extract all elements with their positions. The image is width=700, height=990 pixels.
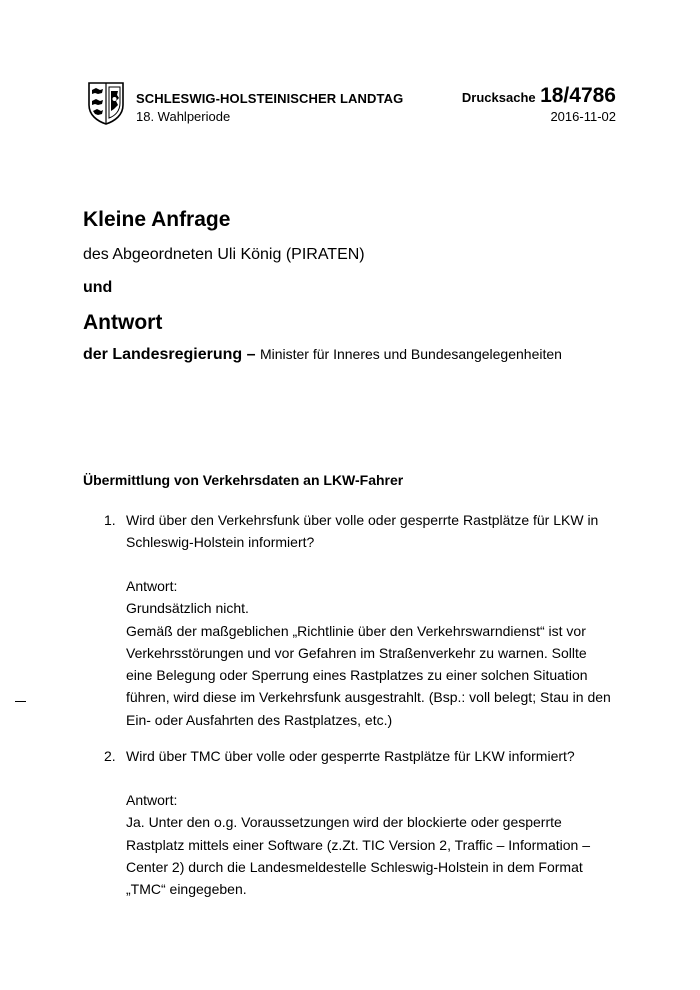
answer-label: Antwort: bbox=[126, 578, 178, 594]
answer-line: Rastplatz mittels einer Software (z.Zt. TIC Version 2, Traffic – Information – bbox=[126, 836, 590, 853]
answer-line: eine Belegung oder Sperrung eines Rastplatzes zu einer solchen Situation bbox=[126, 667, 588, 684]
answer-line: Verkehrsstörungen und vor Gefahren im Straßenverkehr zu warnen. Sollte bbox=[126, 644, 587, 661]
answer-label: Antwort: bbox=[126, 792, 178, 808]
ministry-name: Minister für Inneres und Bundesangelegenheiten bbox=[259, 346, 562, 362]
answer-line: Grundsätzlich nicht. bbox=[126, 600, 249, 617]
answer-line: Ja. Unter den o.g. Voraussetzungen wird der blockierte oder gesperrte bbox=[126, 814, 562, 831]
answer-line: „TMC“ eingegeben. bbox=[126, 881, 247, 898]
question-line: Wird über TMC über volle oder gesperrte Rastplätze für LKW informiert? bbox=[126, 748, 575, 764]
title-und: und bbox=[83, 279, 113, 296]
coat-of-arms-icon bbox=[86, 81, 126, 125]
margin-mark bbox=[15, 701, 26, 702]
answer-line: führen, wird diese im Verkehrsfunk ausgestrahlt. (Bsp.: voll belegt; Stau in den bbox=[126, 689, 611, 706]
parliament-name: SCHLESWIG-HOLSTEINISCHER LANDTAG bbox=[136, 91, 404, 106]
question-line: Wird über den Verkehrsfunk über volle oder gesperrte Rastplätze für LKW in bbox=[126, 512, 599, 528]
question-number: 1. bbox=[104, 512, 116, 528]
answer-2 bbox=[126, 789, 626, 900]
author-line: des Abgeordneten Uli König (PIRATEN) bbox=[83, 246, 365, 263]
answer-line: Gemäß der maßgeblichen „Richtlinie über den Verkehrswarndienst“ ist vor bbox=[126, 622, 586, 639]
question-1 bbox=[104, 509, 624, 553]
landesregierung-label: der Landesregierung – bbox=[83, 346, 256, 363]
election-period: 18. Wahlperiode bbox=[136, 109, 231, 124]
answer-1 bbox=[126, 575, 626, 731]
question-2 bbox=[104, 745, 624, 767]
question-line: Schleswig-Holstein informiert? bbox=[126, 534, 315, 550]
subject-heading: Übermittlung von Verkehrsdaten an LKW-Fahrer bbox=[83, 472, 404, 488]
title-antwort: Antwort bbox=[83, 311, 163, 334]
question-number: 2. bbox=[104, 748, 116, 764]
document-date: 2016-11-02 bbox=[550, 109, 616, 124]
drucksache-number: 18/4786 bbox=[540, 84, 616, 107]
drucksache-label: Drucksache bbox=[461, 90, 536, 105]
answer-line: Ein- oder Ausfahrten des Rastplatzes, etc.) bbox=[126, 711, 393, 728]
government-line bbox=[83, 346, 562, 364]
title-kleine-anfrage: Kleine Anfrage bbox=[83, 208, 231, 231]
answer-line: Center 2) durch die Landesmeldestelle Schleswig-Holstein in dem Format bbox=[126, 858, 583, 875]
document-number bbox=[462, 84, 616, 108]
